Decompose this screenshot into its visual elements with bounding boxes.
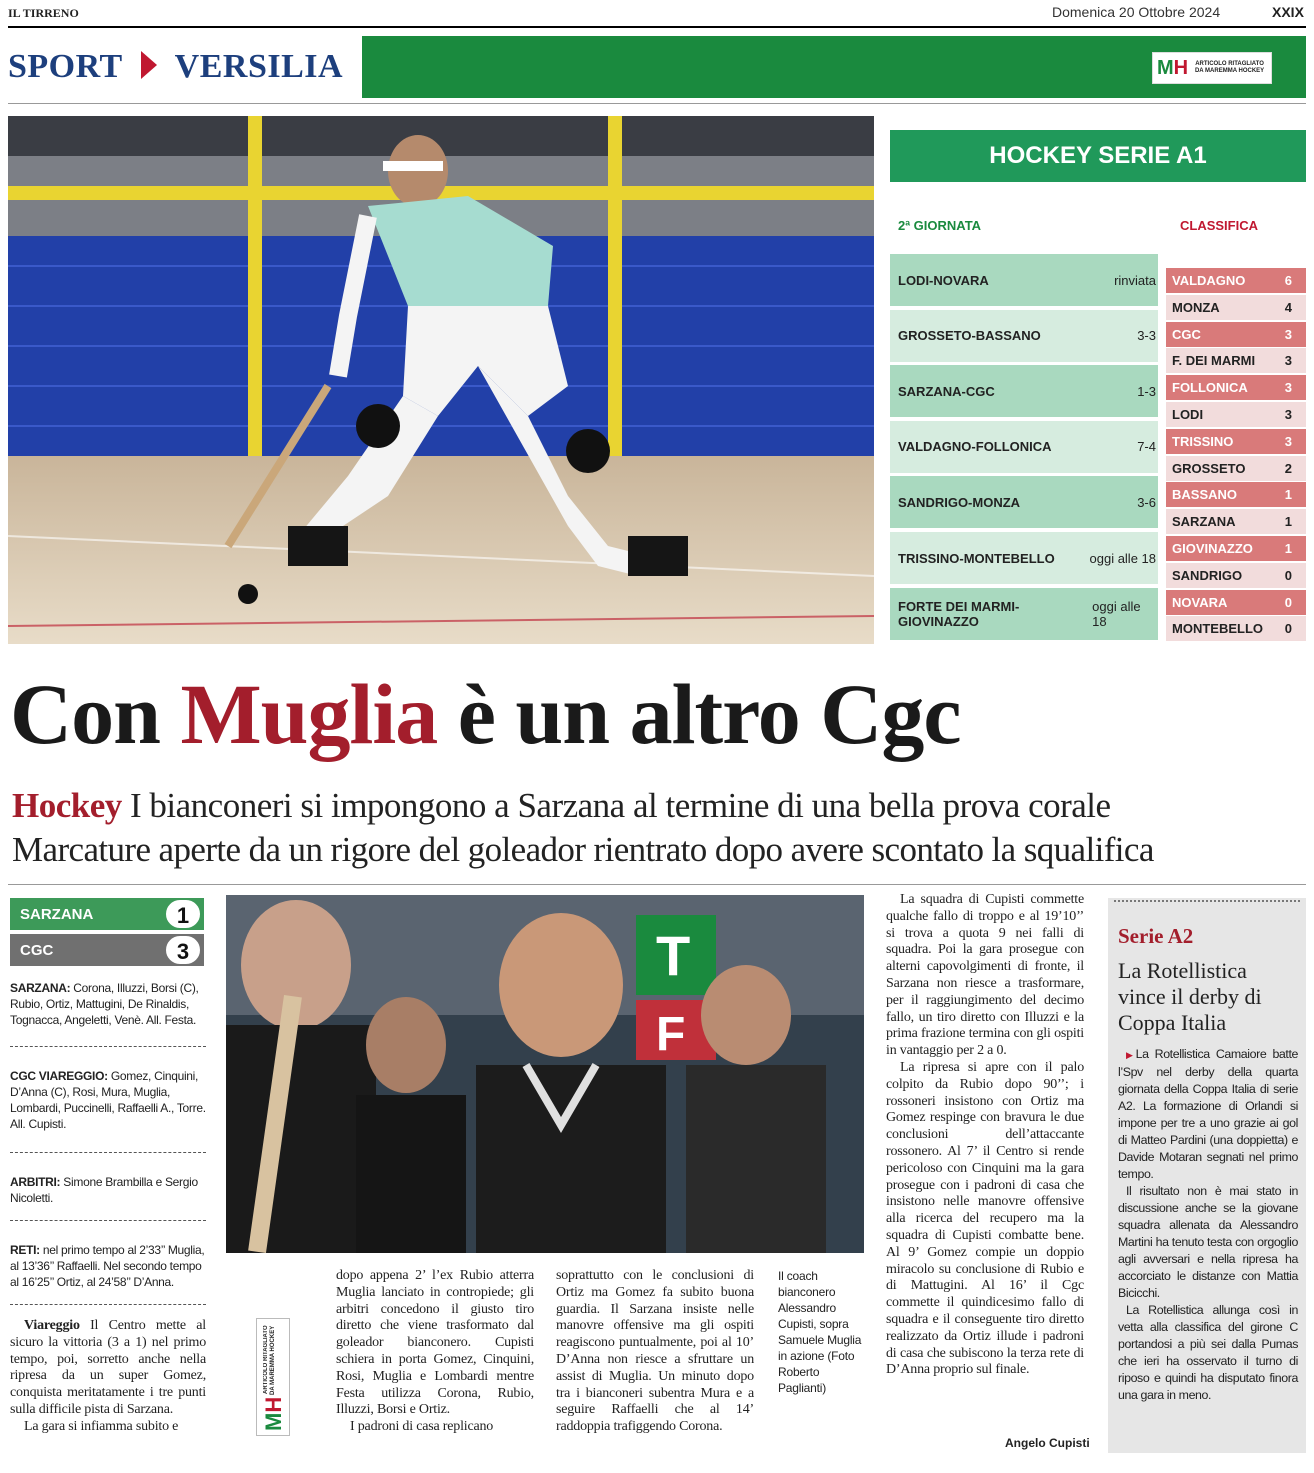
article-col-2	[336, 1268, 534, 1436]
standings-points: 6	[1284, 273, 1292, 288]
match-teams: GROSSETO-BASSANO	[898, 328, 1041, 344]
score-home	[10, 898, 204, 930]
standings-points: 1	[1284, 487, 1292, 503]
lineup-away-label: CGC VIAREGGIO:	[10, 1069, 108, 1083]
subhead-1	[12, 786, 1111, 826]
header-rule	[8, 26, 1306, 28]
standings-row	[1166, 429, 1306, 454]
lineup-away	[10, 1068, 206, 1132]
standings-points: 1	[1284, 541, 1292, 556]
standings-label: CLASSIFICA	[1180, 218, 1258, 233]
coach-photo-illustration	[226, 895, 864, 1253]
standings-team: MONTEBELLO	[1172, 621, 1263, 637]
standings-team: FOLLONICA	[1172, 380, 1248, 396]
match-result: 7-4	[1137, 439, 1156, 455]
col1-p2: La gara si infiamma subito e	[24, 1418, 179, 1434]
section-title	[8, 48, 343, 86]
masthead: IL TIRRENO	[8, 6, 79, 20]
headline-part-a: Con	[10, 666, 181, 762]
lineup-home	[10, 980, 206, 1028]
match-row	[890, 476, 1158, 528]
standings-points: 3	[1284, 433, 1292, 449]
standings-row	[1166, 375, 1306, 400]
match-row	[890, 588, 1158, 640]
standings-points: 4	[1284, 299, 1292, 315]
match-teams: LODI-NOVARA	[898, 272, 989, 288]
sidebar-kicker: Serie A2	[1118, 924, 1194, 948]
round-label: 2ª GIORNATA	[898, 218, 982, 233]
standings-points: 0	[1284, 621, 1292, 637]
match-result: 3-6	[1137, 494, 1156, 510]
hockey-panel-title: HOCKEY SERIE A1	[890, 130, 1306, 190]
match-row	[890, 532, 1158, 584]
standings-row	[1166, 402, 1306, 427]
divider	[10, 1220, 206, 1221]
standings-points: 2	[1284, 460, 1292, 476]
standings-row	[1166, 563, 1306, 588]
section-sport: SPORT	[8, 48, 123, 85]
goals-text: nel primo tempo al 2’33’’ Muglia, al 13’36’’ Raffaelli. Nel secondo tempo al 16’25’’ Ortiz, al 24’58’’ D’Anna.	[10, 1243, 205, 1289]
col2-p2: I padroni di casa replicano	[350, 1419, 494, 1435]
standings-team: GROSSETO	[1172, 460, 1246, 476]
match-row	[890, 310, 1158, 362]
col3-p1: soprattutto con le conclusioni di Ortiz ma Gomez fa subito buona guardia. Il Sarzana insiste nelle manovre offensive ma gli ospiti reagiscono puntualmente, poi al 10’ D’Anna non riesce a sfruttare un assist di Muglia. Un minuto dopo tra i bianconeri subentra Mura e a seguire Raffaelli che al 14’ raddoppia trafiggendo Corona.	[556, 1268, 754, 1435]
mh-logo: MH	[1157, 56, 1189, 79]
sidebar-p3: La Rotellistica allunga così in vetta alla classifica del girone C portandosi a più sei dalla Pumas che ieri ha osservato il turno di riposo e quindi ha disputato finora una gara in meno.	[1118, 1303, 1298, 1402]
kicker: Hockey	[12, 786, 122, 825]
sidebar-p1: La Rotellistica Camaiore batte l’Spv nel derby della quarta giornata della Coppa Italia di serie A2. La formazione di Orlandi si impone per tre a uno grazie ai gol di Matteo Pardini (una doppietta) e Davide Motaran segnati nel primo tempo.	[1118, 1047, 1298, 1181]
section-versilia: VERSILIA	[174, 48, 344, 85]
section-arrow-icon	[141, 51, 157, 79]
article-col-4	[886, 892, 1084, 1379]
match-teams: TRISSINO-MONTEBELLO	[898, 550, 1055, 566]
headline-part-c: è un altro Cgc	[437, 666, 961, 762]
col4-p2: La ripresa si apre con il palo colpito da Rubio dopo 90’’; i rossoneri insistono con Ortiz ma Gomez respinge con bravura le due conclusioni dell’attaccante rossonero. Al 7’ il Centro si rende pericoloso con Cinquini ma la gara prosegue con i padroni di casa che insistono nelle manovre offensive alla ricerca del recupero ma la squadra di Cupisti combatte bene. Al 9’ Gomez compie un doppio miracolo su conclusione di Rubio e di Mattugini. Al 16’ il Cgc commette il quindicesimo fallo di squadra e il conseguente tiro diretto realizzato da Ortiz illude i padroni di casa che subiscono la terza rete di D’Anna proprio sul finale.	[886, 1059, 1084, 1378]
match-teams: SANDRIGO-MONZA	[898, 494, 1021, 510]
headline	[10, 664, 961, 764]
svg-text:MH: MH	[261, 1396, 286, 1431]
match-teams: VALDAGNO-FOLLONICA	[898, 439, 1052, 455]
sidebar-bullet-icon: ▶	[1126, 1050, 1136, 1060]
divider	[10, 1152, 206, 1153]
standings-points: 0	[1284, 567, 1292, 583]
standings-team: SANDRIGO	[1172, 567, 1243, 583]
goals	[10, 1242, 206, 1290]
score-away-goals	[164, 934, 202, 966]
standings-points: 1	[1284, 514, 1292, 530]
page-number: XXIX	[1272, 4, 1304, 20]
dateline: Viareggio	[24, 1318, 80, 1333]
lineup-away-text: Gomez, Cinquini, D’Anna (C), Rosi, Mura, Muglia, Lombardi, Puccinelli, Raffaelli A., Torre. All. Cupisti.	[10, 1069, 206, 1131]
standings-team: LODI	[1172, 407, 1204, 422]
standings-team: GIOVINAZZO	[1172, 541, 1253, 556]
standings-team: BASSANO	[1172, 487, 1238, 503]
score-away	[10, 934, 204, 966]
divider	[8, 884, 1306, 885]
standings-team: TRISSINO	[1172, 433, 1234, 449]
home-goals-value: 1	[176, 903, 190, 928]
standings-points: 3	[1284, 326, 1292, 342]
standings-team: MONZA	[1172, 299, 1220, 315]
match-result: 1-3	[1137, 383, 1156, 399]
match-row	[890, 254, 1158, 306]
referees-label: ARBITRI:	[10, 1175, 61, 1189]
author-byline: Angelo Cupisti	[1005, 1436, 1090, 1450]
lineup-home-label: SARZANA:	[10, 981, 71, 995]
svg-text:F: F	[656, 1008, 686, 1061]
col1-p1: Il Centro mette al sicuro la vittoria (3 a 1) nel primo tempo, poi, sorretto anche nella ripresa da un super Gomez, conquista meritatamente i tre punti sulla difficile pista di Sarzana.	[10, 1318, 206, 1417]
standings-points: 0	[1284, 594, 1292, 610]
maremma-hockey-badge	[1152, 52, 1272, 84]
standings-points: 3	[1284, 380, 1292, 396]
referees-text: Simone Brambilla e Sergio Nicoletti.	[10, 1175, 198, 1205]
standings-row	[1166, 536, 1306, 561]
score-home-team: SARZANA	[20, 905, 94, 923]
standings-row	[1166, 456, 1306, 481]
standings-row	[1166, 322, 1306, 347]
match-result: rinviata	[1114, 272, 1156, 288]
player-photo	[8, 116, 874, 644]
standings-points: 3	[1284, 353, 1292, 369]
standings-team: SARZANA	[1172, 514, 1236, 530]
score-away-team: CGC	[20, 941, 54, 959]
coach-photo	[226, 895, 864, 1253]
standings-row	[1166, 295, 1306, 320]
match-teams: SARZANA-CGC	[898, 383, 995, 399]
match-result: 3-3	[1137, 328, 1156, 344]
standings-team: F. DEI MARMI	[1172, 353, 1256, 369]
standings-row	[1166, 268, 1306, 293]
standings-team: VALDAGNO	[1172, 273, 1246, 288]
col2-p1: dopo appena 2’ l’ex Rubio atterra Muglia lanciato in contropiede; gli arbitri concedono il giusto tiro diretto che viene trasformato dal goleador bianconero. Cupisti schiera in porta Gomez, Cinquini, Rosi, Muglia e Lombardi mentre Festa utilizza Corona, Rubio, Illuzzi, Borsi e Ortiz.	[336, 1268, 534, 1418]
away-goals-value: 3	[176, 939, 190, 964]
divider	[8, 103, 1306, 104]
match-row	[890, 365, 1158, 417]
player-photo-illustration	[8, 116, 874, 644]
standings-row	[1166, 482, 1306, 507]
lineup-home-text: Corona, Illuzzi, Borsi (C), Rubio, Ortiz, Mattugini, De Rinaldis, Tognacca, Angeletti, Venè. All. Festa.	[10, 981, 199, 1027]
photo-caption: Il coach bianconero Alessandro Cupisti, sopra Samuele Muglia in azione (Foto Roberto Paglianti)	[778, 1269, 862, 1395]
badge-text: ARTICOLO RITAGLIATO DA MAREMMA HOCKEY	[1194, 61, 1265, 74]
match-teams: FORTE DEI MARMI-GIOVINAZZO	[898, 598, 1020, 629]
issue-date: Domenica 20 Ottobre 2024	[1052, 4, 1221, 20]
referees	[10, 1174, 206, 1206]
standings-row	[1166, 616, 1306, 641]
standings-row	[1166, 590, 1306, 615]
standings-team: CGC	[1172, 326, 1201, 342]
subhead-2: Marcature aperte da un rigore del goleador rientrato dopo avere scontato la squalifica	[12, 830, 1154, 869]
sidebar-title: La Rotellistica vince il derby di Coppa Italia	[1118, 958, 1262, 1035]
goals-label: RETI:	[10, 1243, 40, 1257]
standings-row	[1166, 509, 1306, 534]
svg-text:T: T	[656, 924, 691, 987]
match-result: oggi alle 18	[1092, 598, 1141, 629]
match-row	[890, 421, 1158, 473]
sidebar-p2: Il risultato non è mai stato in discussione anche se la giovane squadra allenata da Alessandro Martini ha tenuto testa con orgoglio agli avversari e nella ripresa ha accorciato le distanze con Mattia Bicicchi.	[1118, 1184, 1298, 1300]
subhead-1-text: I bianconeri si impongono a Sarzana al termine di una bella prova corale	[121, 786, 1111, 825]
vertical-maremma-hockey-badge	[256, 1318, 290, 1436]
standings-team: NOVARA	[1172, 594, 1228, 610]
standings-row	[1166, 348, 1306, 373]
match-result: oggi alle 18	[1089, 550, 1156, 566]
vertical-badge-text: ARTICOLO RITAGLIATO DA MAREMMA HOCKEY	[263, 1325, 276, 1395]
headline-muglia: Muglia	[180, 666, 438, 762]
sidebar-body	[1118, 1046, 1298, 1404]
col4-p1: La squadra di Cupisti commette qualche fallo di troppo e al 19’10’’ si trova a quota 9 nei falli di squadra. Poi la gara prosegue con alterni capovolgimenti di fronte, il Sarzana non riesce a trasformare, per il raggiungimento del decimo fallo, un tiro diretto con Illuzzi e la prima frazione termina con gli ospiti in vantaggio per 2 a 0.	[886, 892, 1084, 1059]
score-home-goals	[164, 898, 202, 930]
article-col-3	[556, 1268, 754, 1436]
divider	[10, 1046, 206, 1047]
article-col-1	[10, 1318, 206, 1436]
sidebar-dotted-rule	[1114, 900, 1300, 906]
standings-points: 3	[1284, 407, 1292, 422]
divider	[10, 1304, 206, 1305]
